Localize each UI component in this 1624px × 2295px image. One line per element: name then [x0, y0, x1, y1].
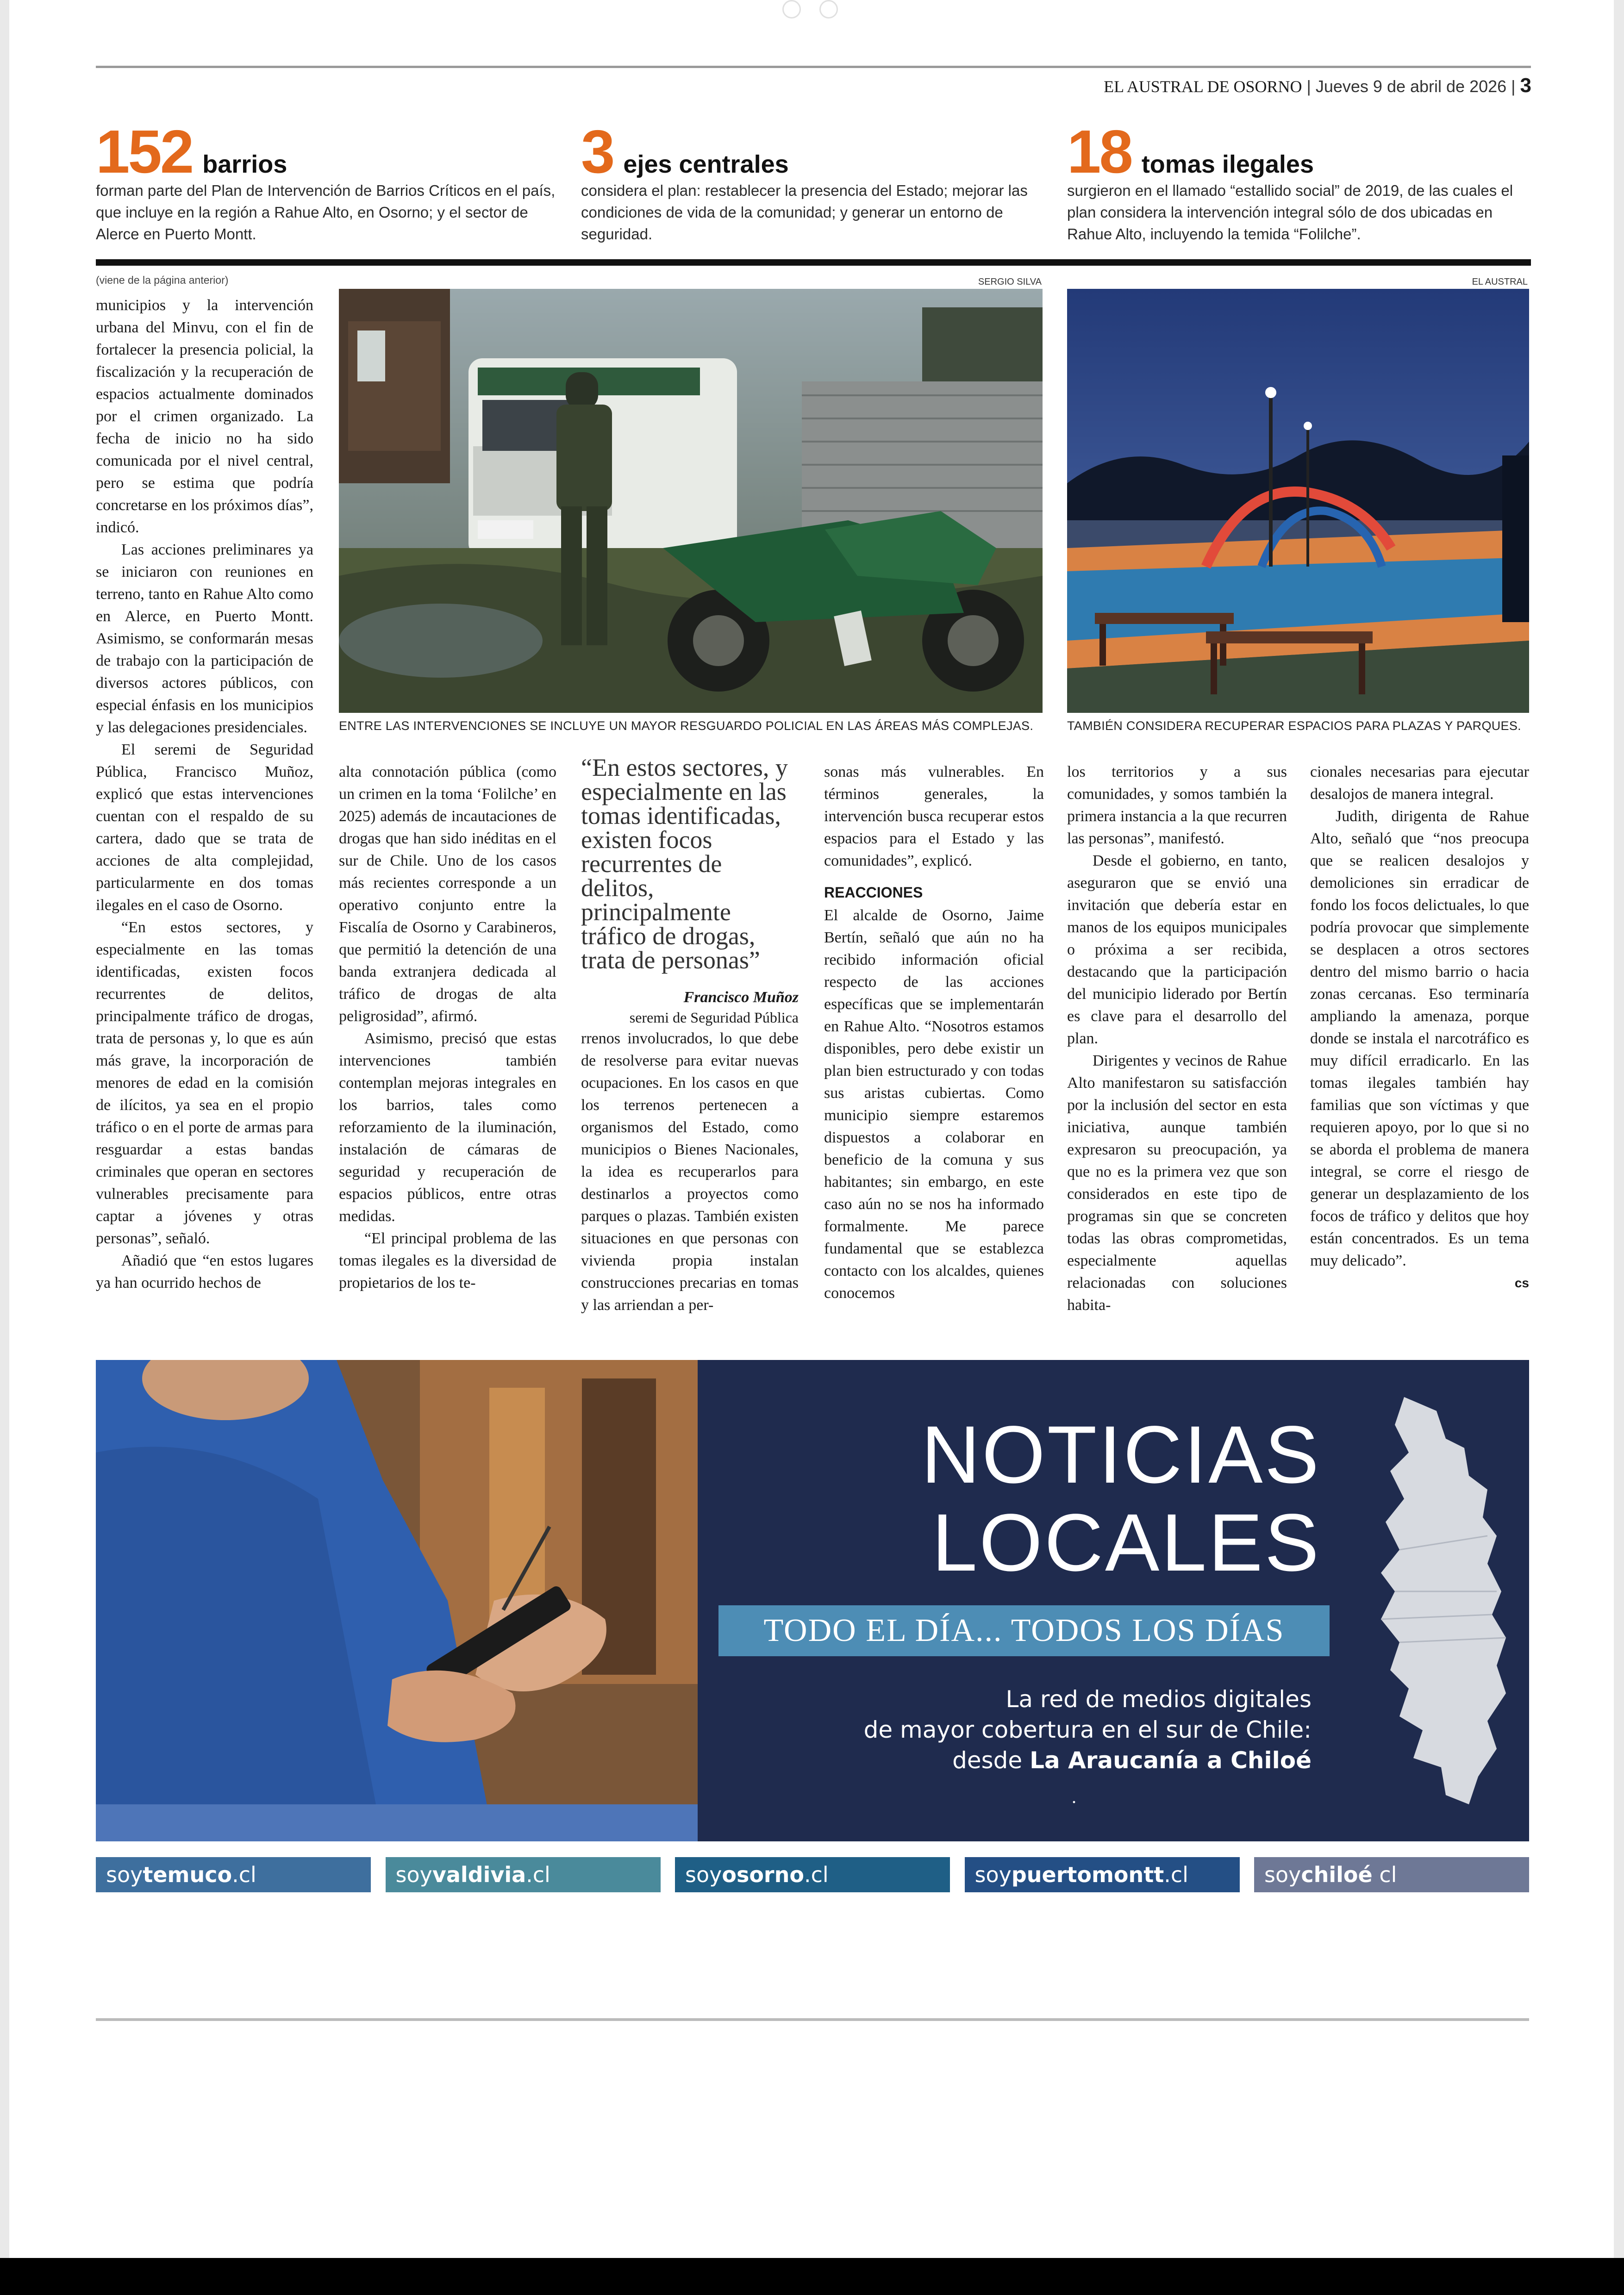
paragraph: “En estos sectores, y especialmente en las tomas identificadas, existen focos recurrentes de delitos, principalmente tráfico de drogas, trata de personas y, lo que es aún más grave, la incorporación de menores de edad en la comisión de ilícitos, ya sea en el propio tráfico o en el porte de armas para resguardar a estas bandas criminales que operan en sectores vulnerables precisamente para captar a jóvenes y otras personas”, señaló. — [96, 919, 313, 1247]
photo-caption: ENTRE LAS INTERVENCIONES SE INCLUYE UN MAYOR RESGUARDO POLICIAL EN LAS ÁREAS MÁS COMPLEJAS. — [339, 719, 1034, 733]
site-link-osorno[interactable] — [675, 1857, 950, 1892]
viewer-left-margin — [0, 0, 9, 2264]
ad-photo-art — [96, 1360, 698, 1841]
site-name: temuco — [143, 1862, 232, 1887]
bottom-rule — [96, 2018, 1529, 2021]
ad-body-region: La Araucanía a Chiloé — [1030, 1747, 1312, 1774]
section-rule — [96, 259, 1531, 266]
ad-title — [921, 1411, 1321, 1587]
viewer-right-margin — [1614, 0, 1624, 2264]
site-prefix: soy — [685, 1862, 722, 1887]
site-prefix: soy — [1264, 1862, 1301, 1887]
masthead: EL AUSTRAL DE OSORNO | Jueves 9 de abril de 2026 | 3 — [1104, 74, 1531, 97]
end-mark: cs — [1514, 1276, 1529, 1290]
site-link-temuco[interactable] — [96, 1857, 371, 1892]
stat-description: forman parte del Plan de Intervención de Barrios Críticos en el país, que incluye en la región a Rahue Alto, en Osorno; y el sector de Alerce en Puerto Montt. — [96, 182, 556, 243]
stat-number: 3 — [581, 118, 613, 186]
pager-dot[interactable] — [782, 0, 801, 19]
paragraph: alta connotación pública (como un crimen en la toma ‘Folilche’ en 2025) además de incautaciones de drogas que han sido inéditas en el sur de Chile. Uno de los casos más recientes corresponde a un operativo conjunto entre la Fiscalía de Osorno y Carabineros, que permitió la detención de una banda extranjera dedicada al tráfico de drogas de alta peligrosidad”, afirmó. — [339, 763, 556, 1025]
photo-credit: SERGIO SILVA — [978, 277, 1042, 287]
site-suffix: .cl — [804, 1862, 829, 1887]
site-link-valdivia[interactable] — [386, 1857, 661, 1892]
ad-body-line: de mayor cobertura en el sur de Chile: — [863, 1716, 1312, 1743]
ad-slogan: TODO EL DÍA... TODOS LOS DÍAS — [718, 1605, 1330, 1656]
viewer-bottom-bar — [0, 2258, 1624, 2295]
paragraph: municipios y la intervención urbana del Minvu, con el fin de fortalecer la presencia policial, la fiscalización y la recuperación de espacios actualmente dominados por el crimen organizado. La fecha de inicio no ha sido comunicada por el nivel central, pero se estima que podría concretarse en los próximos días”, indicó. — [96, 297, 313, 536]
issue-date: Jueves 9 de abril de 2026 — [1315, 77, 1507, 96]
article-column-3 — [581, 1028, 799, 1316]
paragraph: Añadió que “en estos lugares ya han ocurrido hechos de — [96, 1252, 313, 1291]
stat-barrios — [96, 118, 559, 245]
paragraph: sonas más vulnerables. En términos generales, la intervención busca recuperar estos espacios para el Estado y las comunidades”, explicó. — [824, 763, 1044, 869]
photo-caption: TAMBIÉN CONSIDERA RECUPERAR ESPACIOS PARA PLAZAS Y PARQUES. — [1067, 719, 1521, 733]
site-suffix: .cl — [232, 1862, 256, 1887]
site-suffix: .cl — [1164, 1862, 1188, 1887]
paragraph: Judith, dirigenta de Rahue Alto, señaló que “nos preocupa que se realicen desalojos y demoliciones sin erradicar de fondo los focos delictuales, lo que podría provocar que simplemente se desplacen a otros sectores dentro del mismo barrio o hacia zonas cercanas. Eso terminaría ampliando la amenaza, porque donde se instala el narcotráfico es muy difícil erradicarlo. En las tomas ilegales también hay familias que son víctimas y que requieren apoyo, por lo que si no se aborda el problema de manera integral, se corre el riesgo de generar un desplazamiento de los focos de tráfico y delitos que hoy están concentrados. Es un tema muy delicado”. — [1310, 808, 1529, 1269]
pull-quote-role: seremi de Seguridad Pública — [629, 1009, 799, 1026]
park-photo — [1067, 289, 1529, 713]
stat-tomas — [1067, 118, 1530, 245]
page-pager[interactable] — [782, 0, 838, 19]
site-prefix: soy — [106, 1862, 143, 1887]
ad-photo — [96, 1360, 698, 1841]
stat-label: tomas ilegales — [1141, 150, 1314, 178]
photo-credit: EL AUSTRAL — [1472, 277, 1528, 287]
site-name: valdivia — [432, 1862, 526, 1887]
site-name: chiloé — [1301, 1862, 1373, 1887]
site-link-puertomontt[interactable] — [965, 1857, 1240, 1892]
stat-number: 18 — [1067, 118, 1131, 186]
stat-description: surgieron en el llamado “estallido social” de 2019, de las cuales el plan considera la intervención integral sólo de dos ubicadas en Rahue Alto, incluyendo la temida “Folilche”. — [1067, 182, 1513, 243]
police-photo-art — [339, 289, 1043, 713]
paragraph: Dirigentes y vecinos de Rahue Alto manifestaron su satisfacción por la inclusión del sector en esta iniciativa, aunque también expresaron su preocupación, ya que no es la primera vez que son considerados en este tipo de programas sin que se concreten todas las obras comprometidas, especialmente aquellas relacionadas con soluciones habita- — [1067, 1052, 1287, 1314]
stat-ejes — [581, 118, 1044, 245]
paragraph: El seremi de Seguridad Pública, Francisco Muñoz, explicó que estas intervenciones cuentan con el respaldo de su cartera, dado que se trata de acciones de alta complejidad, particularmente en dos tomas ilegales en el caso de Osorno. — [96, 741, 313, 914]
top-rule — [96, 66, 1531, 68]
paragraph: Desde el gobierno, en tanto, aseguraron que se envió una invitación que debería estar en manos de los equipos municipales o próxima a ser recibida, destacando que la participación del municipio liderado por Bertín es clave para el desarrollo del plan. — [1067, 852, 1287, 1047]
paragraph: “El principal problema de las tomas ilegales es la diversidad de propietarios de los te- — [339, 1230, 556, 1291]
article-column-5 — [1067, 761, 1287, 1316]
chile-map-icon — [1330, 1397, 1515, 1804]
police-photo — [339, 289, 1043, 713]
site-links — [96, 1857, 1529, 1894]
section-subhead: REACCIONES — [824, 884, 923, 901]
ad-body-line: La red de medios digitales — [1006, 1686, 1312, 1713]
advertisement[interactable] — [96, 1360, 1529, 1841]
ad-title-line: NOTICIAS — [921, 1409, 1321, 1500]
stat-label: ejes centrales — [623, 150, 789, 178]
article-column-4 — [824, 761, 1044, 1304]
site-name: osorno — [722, 1862, 804, 1887]
ad-panel — [698, 1360, 1529, 1841]
stat-number: 152 — [96, 118, 193, 186]
site-prefix: soy — [395, 1862, 432, 1887]
pull-quote — [581, 755, 799, 1026]
site-link-chiloe[interactable] — [1254, 1857, 1529, 1892]
park-photo-art — [1067, 289, 1529, 713]
stat-description: considera el plan: restablecer la presencia del Estado; mejorar las condiciones de vida de la comunidad; y generar un entorno de seguridad. — [581, 182, 1028, 243]
paragraph: Asimismo, precisó que estas intervenciones también contemplan mejoras integrales en los barrios, tales como reforzamiento de la iluminación, instalación de cámaras de seguridad y recuperación de espacios públicos, entre otras medidas. — [339, 1030, 556, 1225]
stat-label: barrios — [202, 150, 287, 178]
paper-name: EL AUSTRAL DE OSORNO — [1104, 77, 1302, 96]
ad-dot: . — [1072, 1786, 1076, 1807]
article-column-2 — [339, 761, 556, 1294]
site-prefix: soy — [974, 1862, 1012, 1887]
ad-body-prefix: desde — [952, 1747, 1030, 1774]
site-name: puertomontt — [1011, 1862, 1164, 1887]
paragraph: Las acciones preliminares ya se iniciaron con reuniones en terreno, tanto en Rahue Alto como en Alerce, en Puerto Montt. Asimismo, se conformarán mesas de trabajo con la participación de diversos actores públicos, con especial énfasis en los municipios y las delegaciones presidenciales. — [96, 541, 313, 736]
paragraph: cionales necesarias para ejecutar desalojos de manera integral. — [1310, 763, 1529, 803]
pull-quote-author: Francisco Muñoz — [683, 989, 799, 1006]
paragraph: rrenos involucrados, lo que debe de resolverse para evitar nuevas ocupaciones. En los casos en que los terrenos pertenecen a organismos del Estado, como municipios o Bienes Nacionales, la idea es recuperarlos para destinarlos a proyectos como parques o plazas. También existen situaciones en que personas con vivienda propia instalan construcciones precarias en tomas y las arriendan a per- — [581, 1030, 799, 1314]
ad-title-line: LOCALES — [932, 1497, 1321, 1588]
article-column-6 — [1310, 761, 1529, 1294]
paragraph: los territorios y a sus comunidades, y somos también la primera instancia a la que recurren las personas”, manifestó. — [1067, 763, 1287, 847]
continued-note: (viene de la página anterior) — [96, 274, 229, 286]
ad-body-line — [864, 1745, 1312, 1776]
page-number: 3 — [1520, 74, 1531, 97]
pager-dot[interactable] — [819, 0, 838, 19]
site-suffix: .cl — [526, 1862, 550, 1887]
ad-body — [864, 1684, 1312, 1776]
paragraph: El alcalde de Osorno, Jaime Bertín, señaló que aún no ha recibido información oficial respecto de las acciones específicas que se implementarán en Rahue Alto. “Nosotros estamos disponibles, pero debe existir un plan bien estructurado y con todas sus aristas cubiertas. Como municipio siempre estaremos dispuestos a colaborar en beneficio de la comuna y sus habitantes; sin embargo, en este caso aún no se nos ha informado formalmente. Me parece fundamental que se establezca contacto con los alcaldes, quienes conocemos — [824, 907, 1044, 1302]
pull-quote-text: “En estos sectores, y especialmente en las tomas identificadas, existen focos recurrentes de delitos, principalmente tráfico de drogas, trata de personas” — [581, 754, 788, 974]
site-suffix: cl — [1372, 1862, 1397, 1887]
article-column-1 — [96, 294, 313, 1294]
